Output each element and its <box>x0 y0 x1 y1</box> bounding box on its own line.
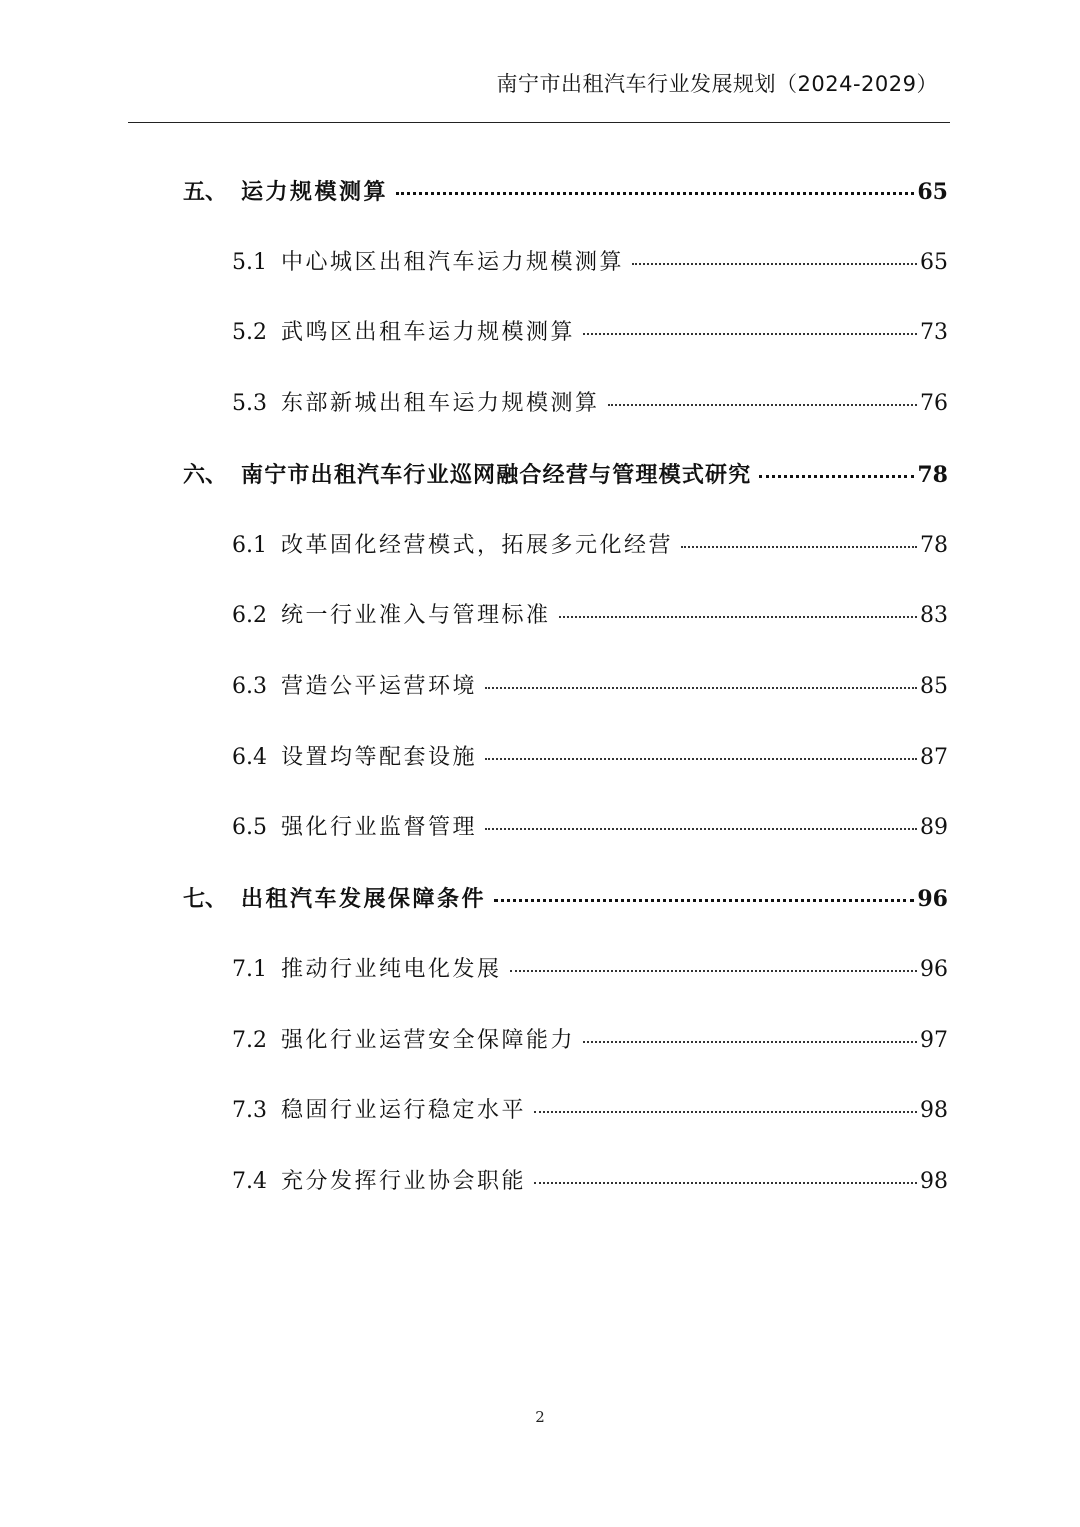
toc-entry-chapter-7[interactable] <box>183 879 948 919</box>
toc-entry-label: 五、 运力规模测算 <box>183 179 389 205</box>
toc-entry-5-2[interactable] <box>232 313 948 353</box>
document-title: 南宁市出租汽车行业发展规划（2024-2029） <box>496 72 938 96</box>
toc-entry-page: 83 <box>920 603 948 628</box>
toc-entry-page: 78 <box>917 462 948 488</box>
toc-entry-6-1[interactable] <box>232 526 948 566</box>
page-number: 2 <box>535 1408 545 1426</box>
toc-entry-6-4[interactable] <box>232 738 948 778</box>
toc-entry-7-1[interactable] <box>232 950 948 990</box>
toc-entry-label: 6.1 改革固化经营模式，拓展多元化经营 <box>232 533 674 558</box>
toc-entry-label: 7.4 充分发挥行业协会职能 <box>232 1169 527 1194</box>
toc-entry-page: 98 <box>920 1098 948 1123</box>
dot-leader <box>559 616 917 618</box>
toc-entry-label: 7.1 推动行业纯电化发展 <box>232 957 502 982</box>
toc-entry-page: 89 <box>920 815 948 840</box>
toc-entry-7-2[interactable] <box>232 1021 948 1061</box>
toc-entry-5-3[interactable] <box>232 384 948 424</box>
toc-entry-label: 7.3 稳固行业运行稳定水平 <box>232 1098 527 1123</box>
dot-leader <box>534 1111 917 1113</box>
toc-entry-page: 85 <box>920 674 948 699</box>
toc-entry-page: 87 <box>920 745 948 770</box>
dot-leader <box>608 404 917 406</box>
toc-entry-5-1[interactable] <box>232 243 948 283</box>
dot-leader <box>534 1182 917 1184</box>
toc-entry-label: 7.2 强化行业运营安全保障能力 <box>232 1028 576 1053</box>
toc-entry-chapter-5[interactable] <box>183 172 948 212</box>
dot-leader <box>632 263 917 265</box>
toc-entry-label: 6.3 营造公平运营环境 <box>232 674 478 699</box>
toc-entry-6-3[interactable] <box>232 667 948 707</box>
toc-entry-label: 5.3 东部新城出租车运力规模测算 <box>232 391 600 416</box>
dot-leader <box>485 687 917 689</box>
dot-leader <box>583 1041 917 1043</box>
toc-entry-page: 65 <box>917 179 948 205</box>
dot-leader <box>583 333 917 335</box>
dot-leader <box>396 192 914 195</box>
toc-entry-page: 96 <box>920 957 948 982</box>
toc-entry-page: 78 <box>920 533 948 558</box>
toc-entry-page: 97 <box>920 1028 948 1053</box>
toc-entry-label: 5.2 武鸣区出租车运力规模测算 <box>232 320 576 345</box>
dot-leader <box>681 546 917 548</box>
dot-leader <box>485 758 917 760</box>
toc-entry-label: 6.5 强化行业监督管理 <box>232 815 478 840</box>
toc-entry-label: 6.2 统一行业准入与管理标准 <box>232 603 551 628</box>
toc-entry-page: 76 <box>920 391 948 416</box>
toc-entry-page: 96 <box>917 886 948 912</box>
toc-entry-chapter-6[interactable] <box>183 455 948 495</box>
toc-entry-page: 98 <box>920 1169 948 1194</box>
toc-entry-6-2[interactable] <box>232 596 948 636</box>
toc-entry-7-3[interactable] <box>232 1091 948 1131</box>
toc-entry-label: 六、 南宁市出租汽车行业巡网融合经营与管理模式研究 <box>183 462 752 488</box>
dot-leader <box>485 828 917 830</box>
toc-entry-label: 6.4 设置均等配套设施 <box>232 745 478 770</box>
dot-leader <box>494 899 914 902</box>
toc-entry-6-5[interactable] <box>232 808 948 848</box>
dot-leader <box>510 970 917 972</box>
dot-leader <box>759 475 914 478</box>
toc-entry-label: 5.1 中心城区出租汽车运力规模测算 <box>232 250 625 275</box>
toc-entry-label: 七、 出租汽车发展保障条件 <box>183 886 487 912</box>
toc-entry-7-4[interactable] <box>232 1162 948 1202</box>
toc-entry-page: 65 <box>920 250 948 275</box>
toc-entry-page: 73 <box>920 320 948 345</box>
